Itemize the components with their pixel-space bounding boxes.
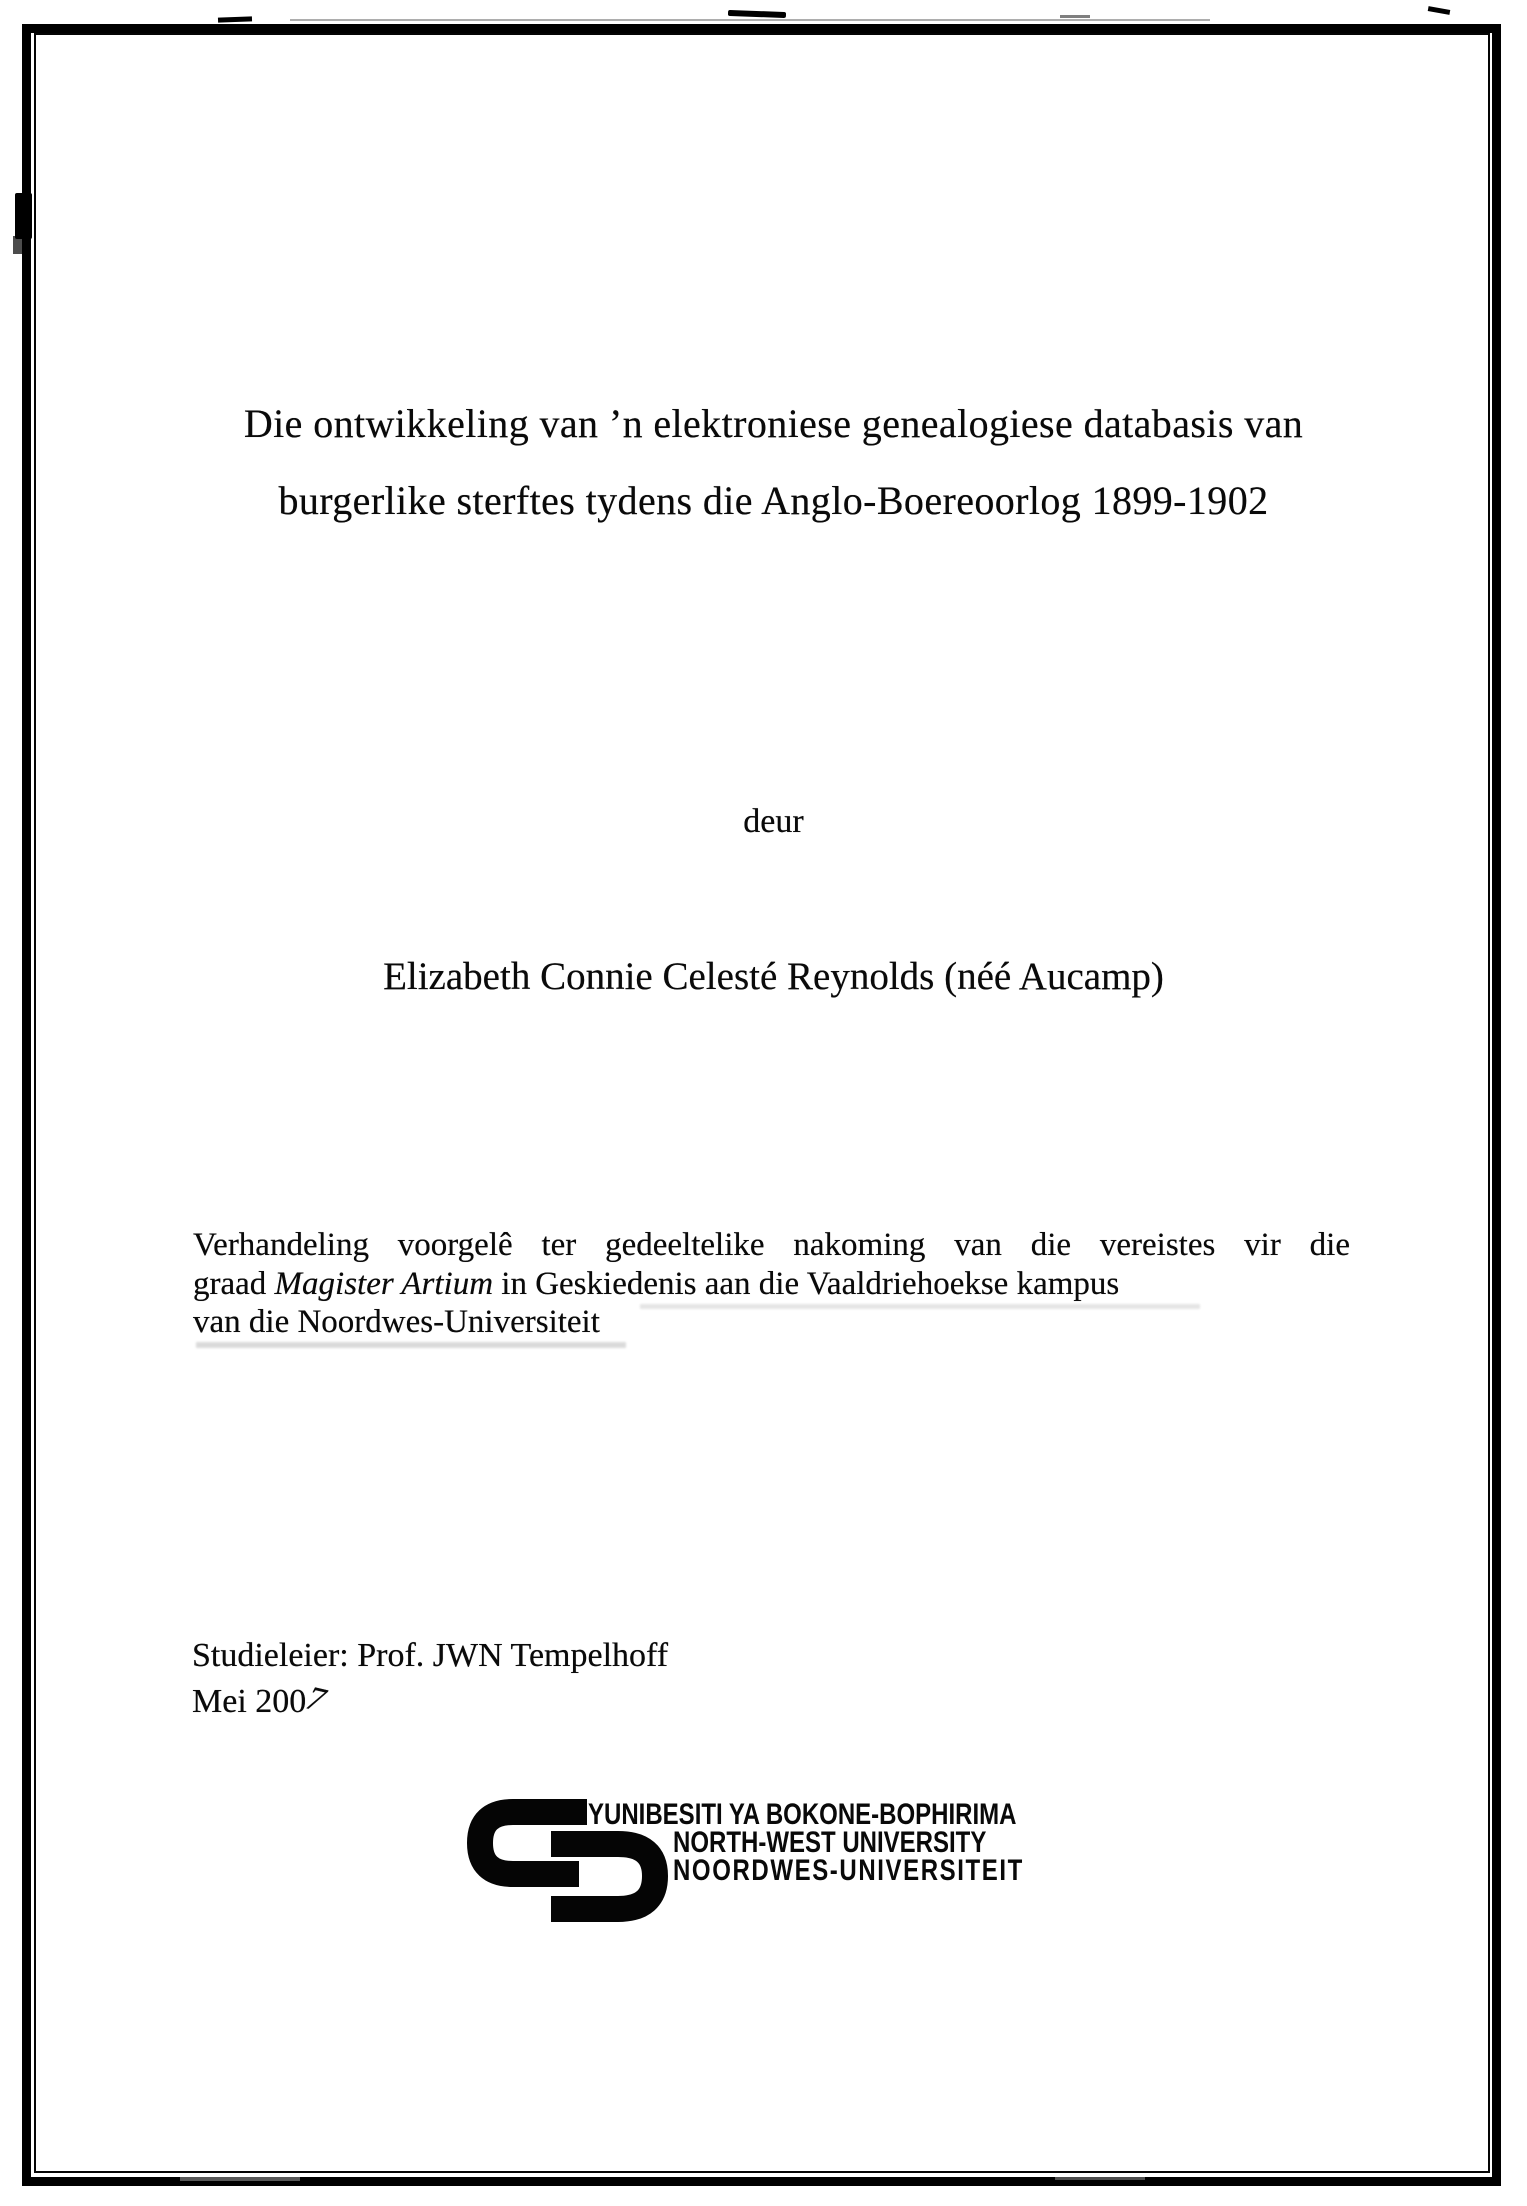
statement-line-2-prefix: graad (193, 1265, 275, 1302)
author-name: Elizabeth Connie Celesté Reynolds (néé Aucamp) (383, 955, 1164, 998)
scan-artifact (1055, 2176, 1145, 2180)
statement-line-3: van die Noordwes-Universiteit (193, 1304, 600, 1340)
logo-text-afrikaans (673, 1854, 1124, 1887)
scan-artifact (728, 10, 786, 18)
statement-line-2-suffix: in Geskiedenis aan die Vaaldriehoekse kampus (493, 1265, 1120, 1302)
thesis-title-line-2: burgerlike sterftes tydens die Anglo-Boereoorlog 1899-1902 (278, 478, 1269, 523)
degree-name-italic: Magister Artium (274, 1265, 494, 1302)
logo-text-afrikaans-label: NOORDWES-UNIVERSITEIT (673, 1854, 1024, 1887)
date-last-digit: 7 (299, 1680, 333, 1719)
university-logo-text (588, 1798, 1124, 1887)
scan-artifact (196, 1342, 626, 1348)
scan-artifact (218, 16, 252, 22)
logo-text-setswana (588, 1798, 1124, 1831)
byline-deur: deur (743, 803, 804, 840)
logo-text-english-label: NORTH-WEST UNIVERSITY (673, 1826, 987, 1859)
supervisor-line: Studieleier: Prof. JWN Tempelhoff (192, 1637, 669, 1674)
scan-artifact (290, 19, 1210, 21)
scan-artifact (13, 236, 25, 254)
scan-artifact (180, 2177, 300, 2181)
thesis-statement (193, 1226, 1350, 1342)
statement-line-1: Verhandeling voorgelê ter gedeeltelike nakoming van die vereistes vir die (193, 1227, 1350, 1263)
scan-artifact (15, 193, 32, 239)
date-line (192, 1679, 668, 1725)
scan-artifact (1060, 15, 1090, 18)
logo-text-setswana-label: YUNIBESITI YA BOKONE-BOPHIRIMA (588, 1798, 1017, 1831)
supervisor-block (192, 1633, 668, 1725)
scan-artifact (1428, 6, 1451, 15)
statement-line-2 (193, 1265, 1350, 1304)
thesis-title-line-1: Die ontwikkeling van ’n elektroniese genealogiese databasis van (243, 401, 1304, 446)
date-prefix: Mei 200 (192, 1683, 307, 1720)
logo-text-english (673, 1826, 1124, 1859)
